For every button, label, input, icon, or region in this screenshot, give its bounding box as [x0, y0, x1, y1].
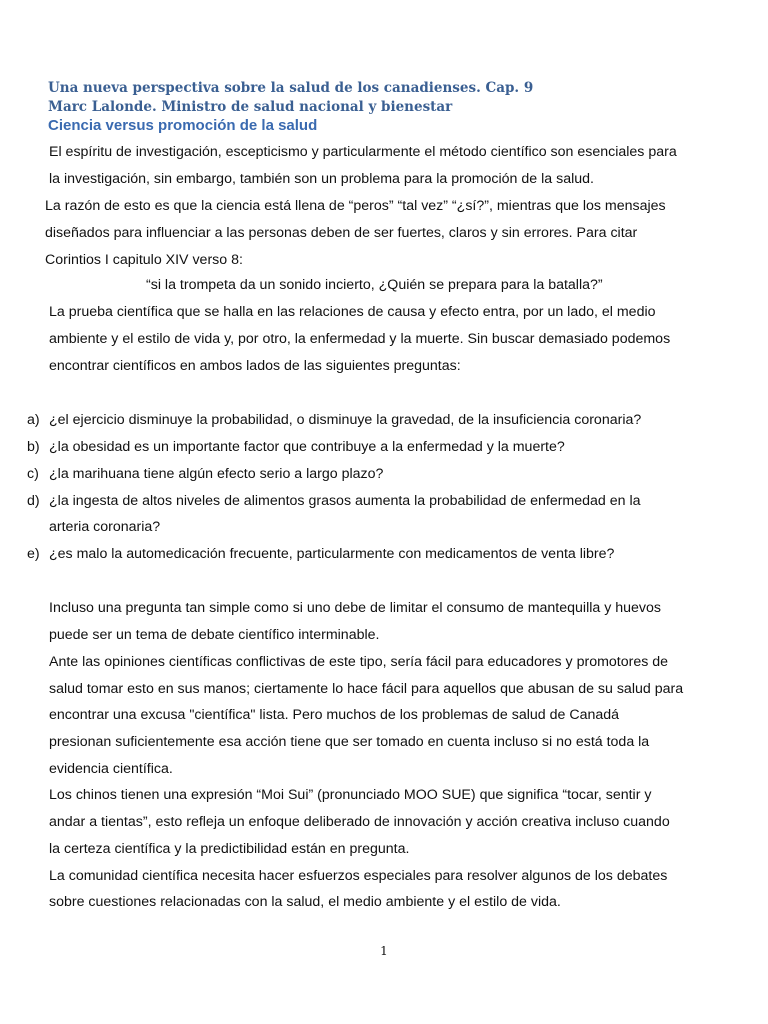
body-line: Los chinos tienen una expresión “Moi Sui” (pronunciado MOO SUE) que significa “tocar, sentir y [49, 787, 652, 803]
paragraph-line: encontrar científicos en ambos lados de las siguientes preguntas: [49, 358, 461, 374]
header-title: Una nueva perspectiva sobre la salud de los canadienses. Cap. 9 [48, 80, 534, 96]
list-label: b) [27, 439, 40, 455]
body-line: la certeza científica y la predictibilidad están en pregunta. [49, 841, 410, 857]
intro-line: diseñados para influenciar a las personas deben de ser fuertes, claros y sin errores. Para citar [45, 225, 638, 241]
list-item: ¿la ingesta de altos niveles de alimentos grasos aumenta la probabilidad de enfermedad en la [49, 493, 641, 509]
body-line: sobre cuestiones relacionadas con la salud, el medio ambiente y el estilo de vida. [49, 894, 561, 910]
header-author: Marc Lalonde. Ministro de salud nacional y bienestar [48, 99, 453, 115]
body-line: Incluso una pregunta tan simple como si uno debe de limitar el consumo de mantequilla y huevos [49, 600, 661, 616]
list-item: ¿la obesidad es un importante factor que contribuye a la enfermedad y la muerte? [49, 439, 565, 455]
list-label: e) [27, 546, 40, 562]
intro-line: El espíritu de investigación, escepticismo y particularmente el método científico son esenciales para [49, 144, 677, 160]
body-line: Ante las opiniones científicas conflictivas de este tipo, sería fácil para educadores y promotores de [49, 654, 669, 670]
intro-line: la investigación, sin embargo, también son un problema para la promoción de la salud. [49, 171, 594, 187]
list-item: ¿la marihuana tiene algún efecto serio a largo plazo? [49, 466, 384, 482]
list-item: ¿el ejercicio disminuye la probabilidad, o disminuye la gravedad, de la insuficiencia coronaria? [49, 412, 642, 428]
page-number: 1 [380, 944, 388, 958]
body-line: andar a tientas”, esto refleja un enfoque deliberado de innovación y acción creativa incluso cuando [49, 814, 670, 830]
list-label: d) [27, 493, 40, 509]
body-line: evidencia científica. [49, 761, 173, 777]
list-label: a) [27, 412, 40, 428]
intro-line: Corintios I capitulo XIV verso 8: [45, 252, 243, 268]
list-label: c) [27, 466, 39, 482]
quote: “si la trompeta da un sonido incierto, ¿Quién se prepara para la batalla?” [146, 277, 603, 293]
list-item: ¿es malo la automedicación frecuente, particularmente con medicamentos de venta libre? [49, 546, 615, 562]
paragraph-line: ambiente y el estilo de vida y, por otro, la enfermedad y la muerte. Sin buscar demasiado podemos [49, 331, 671, 347]
intro-line: La razón de esto es que la ciencia está llena de “peros” “tal vez” “¿sí?”, mientras que los mensajes [45, 198, 666, 214]
body-line: encontrar una excusa "científica" lista. Pero muchos de los problemas de salud de Canadá [49, 707, 620, 723]
body-line: puede ser un tema de debate científico interminable. [49, 627, 380, 643]
section-title: Ciencia versus promoción de la salud [48, 117, 318, 134]
paragraph-line: La prueba científica que se halla en las relaciones de causa y efecto entra, por un lado, el medio [49, 304, 656, 320]
body-line: salud tomar esto en sus manos; ciertamente lo hace fácil para aquellos que abusan de su salud para [49, 681, 684, 697]
body-line: presionan suficientemente esa acción tiene que ser tomado en cuenta incluso si no está toda la [49, 734, 650, 750]
body-line: La comunidad científica necesita hacer esfuerzos especiales para resolver algunos de los debates [49, 868, 668, 884]
list-item-continuation: arteria coronaria? [49, 519, 161, 535]
